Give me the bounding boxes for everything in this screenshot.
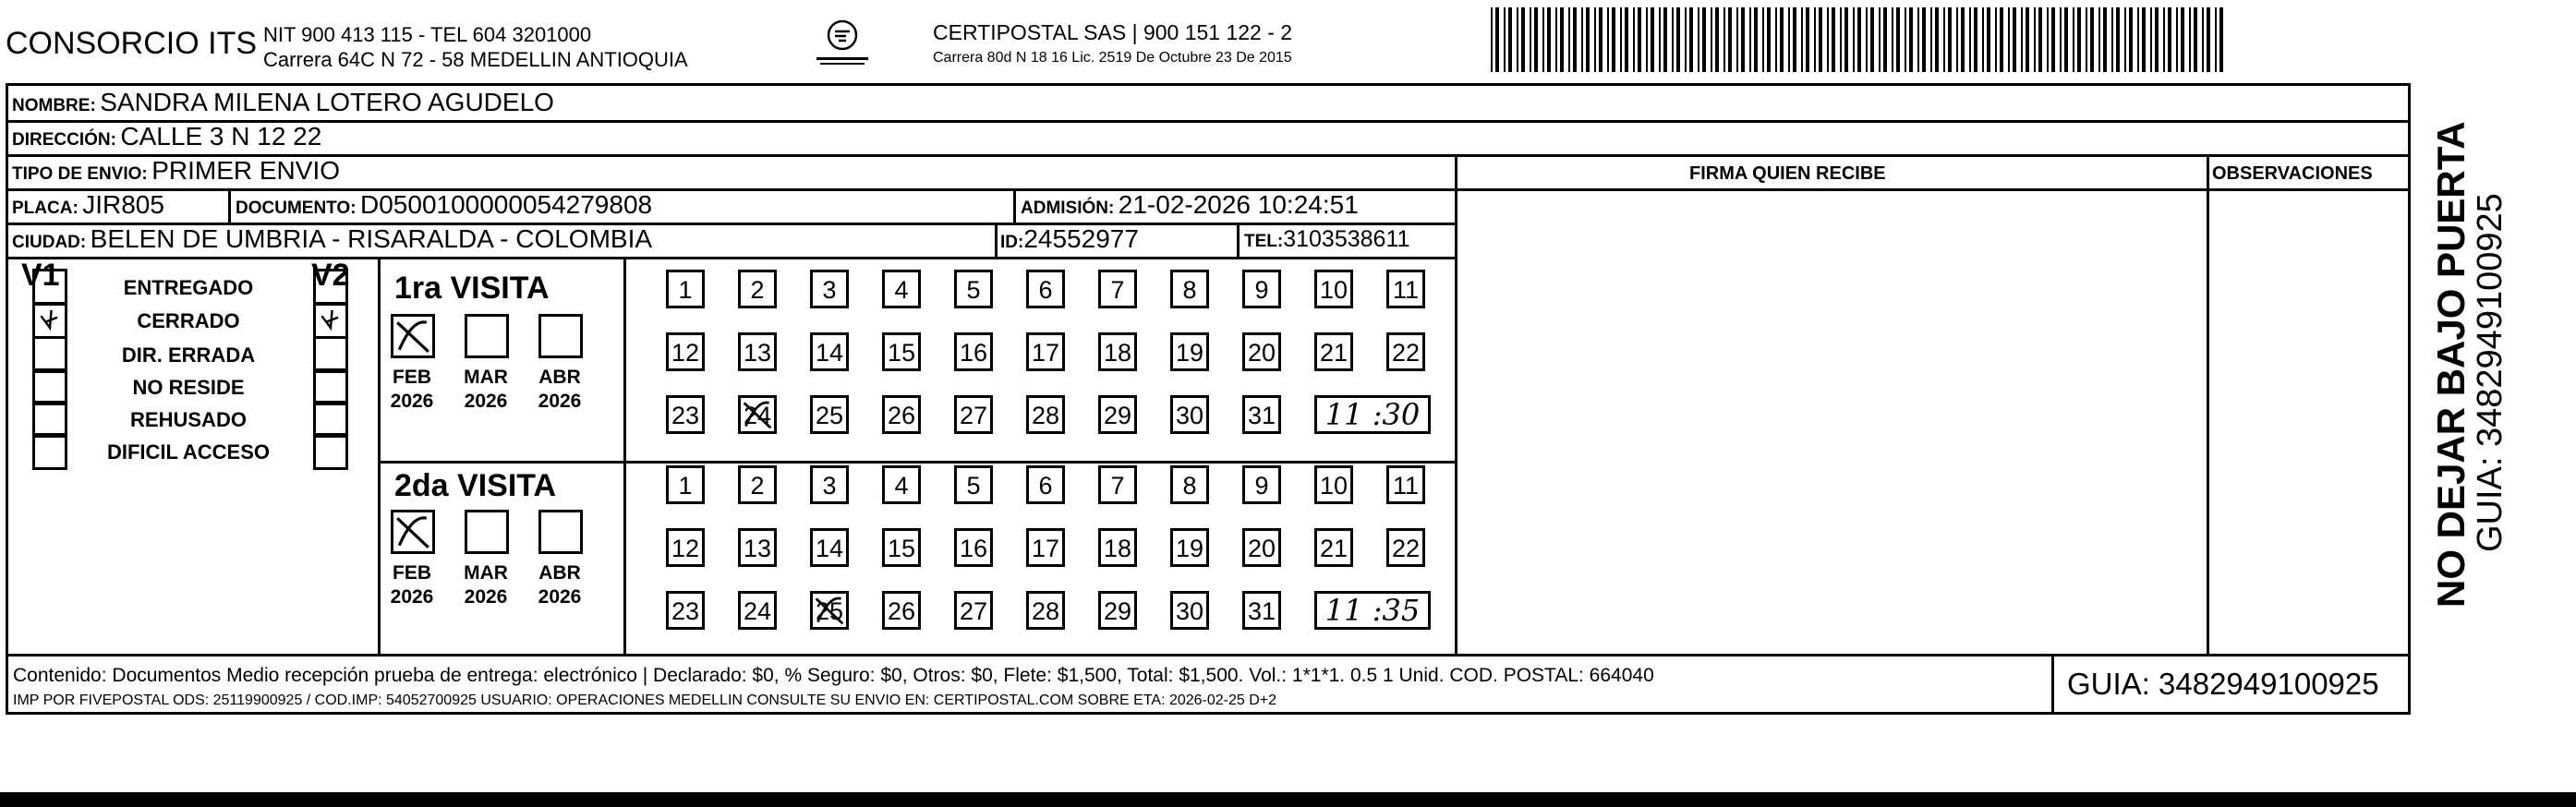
tipo-envio-label: TIPO DE ENVIO: [12,164,148,184]
shipping-form [6,83,2411,715]
direccion-row [12,122,321,151]
day-box[interactable]: 1 [666,270,705,308]
month-name: FEB [393,562,431,584]
status-option-label: CERRADO [137,309,240,332]
admision-value: 21-02-2026 10:24:51 [1118,190,1359,219]
day-box[interactable]: 10 [1314,270,1353,308]
nombre-label: NOMBRE: [12,96,96,115]
tel-field [1244,226,1409,253]
direccion-value: CALLE 3 N 12 22 [120,122,322,151]
day-box[interactable]: 8 [1170,270,1209,308]
tipo-envio-row [12,156,340,186]
tipo-envio-value: PRIMER ENVIO [151,156,341,185]
v2-status-checkbox[interactable] [313,302,348,339]
v1-status-checkbox[interactable] [32,401,67,438]
courier-logo [813,17,872,68]
day-box[interactable]: 2 [738,465,777,504]
day-box[interactable]: 4 [882,270,921,308]
day-box[interactable]: 7 [1098,270,1137,308]
ciudad-value: BELEN DE UMBRIA - RISARALDA - COLOMBIA [90,224,653,253]
tel-value: 3103538611 [1283,226,1410,252]
bottom-bar [0,792,2576,807]
v1-status-checkbox[interactable] [32,433,67,470]
visit-time: 11 :30 [1314,395,1431,434]
day-box[interactable]: 28 [1026,395,1065,434]
footer-guia: GUIA: 3482949100925 [2051,656,2412,714]
v2-status-checkbox[interactable] [313,269,348,306]
month-name: MAR [464,562,508,584]
day-box[interactable]: 11 [1386,270,1425,308]
day-box[interactable]: 1 [666,465,705,504]
id-value: 24552977 [1023,224,1139,253]
month-checkbox[interactable] [465,314,509,358]
day-box[interactable]: 26 [882,591,921,630]
month-year: 2026 [390,391,434,412]
month-name: ABR [538,562,581,584]
month-checkbox[interactable] [391,510,435,554]
month-label [527,366,592,414]
day-box[interactable]: 30 [1170,591,1209,630]
day-box[interactable]: 9 [1242,270,1281,308]
day-box[interactable]: 29 [1098,591,1137,630]
tel-label: TEL: [1244,232,1284,251]
documento-label: DOCUMENTO: [236,199,357,218]
status-option-label: REHUSADO [130,408,247,431]
nit-line: NIT 900 413 115 - TEL 604 3201000 [263,23,592,46]
day-box[interactable]: 14 [810,332,849,371]
day-box[interactable]: 13 [738,528,777,567]
day-box[interactable]: 5 [954,270,993,308]
day-box[interactable]: 31 [1242,591,1281,630]
footer-print-line: IMP POR FIVEPOSTAL ODS: 25119900925 / COD.IMP: 54052700925 USUARIO: OPERACIONES MEDELLIN CONSULTE SU ENVIO EN: CERTIPOSTAL.COM SOBRE ETA: 2026-02-25 D+2 [13,693,1277,708]
day-box[interactable]: 14 [810,528,849,567]
company-address: Carrera 64C N 72 - 58 MEDELLIN ANTIOQUIA [263,48,688,71]
admision-field [1021,190,1359,220]
month-name: MAR [464,367,508,388]
day-box[interactable]: 7 [1098,465,1137,504]
day-box[interactable]: 5 [954,465,993,504]
day-box[interactable]: 20 [1242,332,1281,371]
day-box[interactable]: 10 [1314,465,1353,504]
day-box[interactable]: 19 [1170,332,1209,371]
second-visit-title: 2da VISITA [394,468,557,503]
v2-status-checkbox[interactable] [313,368,348,405]
v1-status-checkbox[interactable] [32,269,67,306]
v1-header: V1 [21,258,60,293]
day-box[interactable]: 16 [954,528,993,567]
day-box[interactable]: 25 [810,591,849,630]
day-box[interactable]: 18 [1098,528,1137,567]
day-box[interactable]: 27 [954,395,993,434]
v1-status-checkbox[interactable] [32,368,67,405]
month-checkbox[interactable] [538,314,583,358]
day-box[interactable]: 24 [738,591,777,630]
status-option-label: DIFICIL ACCESO [106,440,270,464]
day-box[interactable]: 6 [1026,270,1065,308]
visit-time: 11 :35 [1314,591,1431,630]
month-checkbox[interactable] [538,510,583,554]
day-box[interactable]: 20 [1242,528,1281,567]
courier-address: Carrera 80d N 18 16 Lic. 2519 De Octubre 23 De 2015 [933,50,1292,66]
day-box[interactable]: 22 [1386,332,1425,371]
direccion-label: DIRECCIÓN: [12,130,116,150]
day-box[interactable]: 11 [1386,465,1425,504]
month-label [454,366,518,414]
day-box[interactable]: 27 [954,591,993,630]
v2-status-checkbox[interactable] [313,336,348,373]
day-box[interactable]: 2 [738,270,777,308]
v1-status-checkbox[interactable] [32,302,67,339]
day-box[interactable]: 24 [738,395,777,434]
side-notice [2424,90,2507,635]
day-box[interactable]: 6 [1026,465,1065,504]
footer-content-line: Contenido: Documentos Medio recepción prueba de entrega: electrónico | Declarado: $0, % Seguro: $0, Otros: $0, Flete: $1,500, Total: $1,500. Vol.: 1*1*1. 0.5 1 Unid. COD. POSTAL: 664040 [13,665,1654,686]
placa-field [12,190,164,220]
day-box[interactable]: 26 [882,395,921,434]
v2-header: V2 [311,258,350,293]
day-box[interactable]: 23 [666,395,705,434]
day-box[interactable]: 18 [1098,332,1137,371]
day-box[interactable]: 13 [738,332,777,371]
documento-value: D0500100000054279808 [360,190,653,219]
v2-status-checkbox[interactable] [313,433,348,470]
day-box[interactable]: 17 [1026,332,1065,371]
company-name: CONSORCIO ITS [6,26,258,61]
month-name: FEB [393,367,431,388]
month-label [454,561,518,609]
v2-status-checkbox[interactable] [313,401,348,438]
day-box[interactable]: 25 [810,395,849,434]
day-box[interactable]: 3 [810,465,849,504]
day-box[interactable]: 8 [1170,465,1209,504]
barcode [1491,7,2230,72]
month-label [380,366,444,414]
day-box[interactable]: 15 [882,528,921,567]
first-visit-title: 1ra VISITA [394,271,550,306]
day-box[interactable]: 30 [1170,395,1209,434]
company-details [263,22,688,72]
day-box[interactable]: 19 [1170,528,1209,567]
month-year: 2026 [538,391,582,412]
month-year: 2026 [464,391,508,412]
day-box[interactable]: 15 [882,332,921,371]
day-box[interactable]: 28 [1026,591,1065,630]
placa-label: PLACA: [12,199,79,218]
month-year: 2026 [464,586,508,608]
day-box[interactable]: 12 [666,528,705,567]
day-box[interactable]: 22 [1386,528,1425,567]
status-option-label: ENTREGADO [123,276,254,299]
day-box[interactable]: 9 [1242,465,1281,504]
day-box[interactable]: 31 [1242,395,1281,434]
month-label [380,561,444,609]
day-box[interactable]: 17 [1026,528,1065,567]
month-year: 2026 [538,586,582,608]
placa-value: JIR805 [82,190,164,219]
month-checkbox[interactable] [465,510,509,554]
ciudad-label: CIUDAD: [12,233,87,252]
month-year: 2026 [390,586,434,608]
day-box[interactable]: 12 [666,332,705,371]
day-box[interactable]: 21 [1314,528,1353,567]
day-box[interactable]: 21 [1314,332,1353,371]
side-warning: NO DEJAR BAJO PUERTA [2429,121,2473,608]
documento-field [236,190,652,220]
month-checkbox[interactable] [391,314,435,358]
admision-label: ADMISIÓN: [1021,199,1115,218]
nombre-row [12,88,554,117]
day-box[interactable]: 4 [882,465,921,504]
month-name: ABR [538,367,581,388]
signature-header: FIRMA QUIEN RECIBE [1689,163,1886,184]
status-option-label: DIR. ERRADA [121,343,256,367]
day-box[interactable]: 23 [666,591,705,630]
observations-header: OBSERVACIONES [2212,163,2373,184]
ciudad-field [12,224,652,254]
status-option-label: NO RESIDE [132,376,245,399]
courier-line: CERTIPOSTAL SAS | 900 151 122 - 2 [933,20,1293,44]
month-label [527,561,592,609]
v1-status-checkbox[interactable] [32,336,67,373]
nombre-value: SANDRA MILENA LOTERO AGUDELO [100,88,554,116]
id-label: ID: [1000,233,1024,252]
id-field [1000,224,1139,254]
day-box[interactable]: 29 [1098,395,1137,434]
day-box[interactable]: 16 [954,332,993,371]
day-box[interactable]: 3 [810,270,849,308]
side-guia: GUIA: 3482949100925 [2471,193,2509,552]
